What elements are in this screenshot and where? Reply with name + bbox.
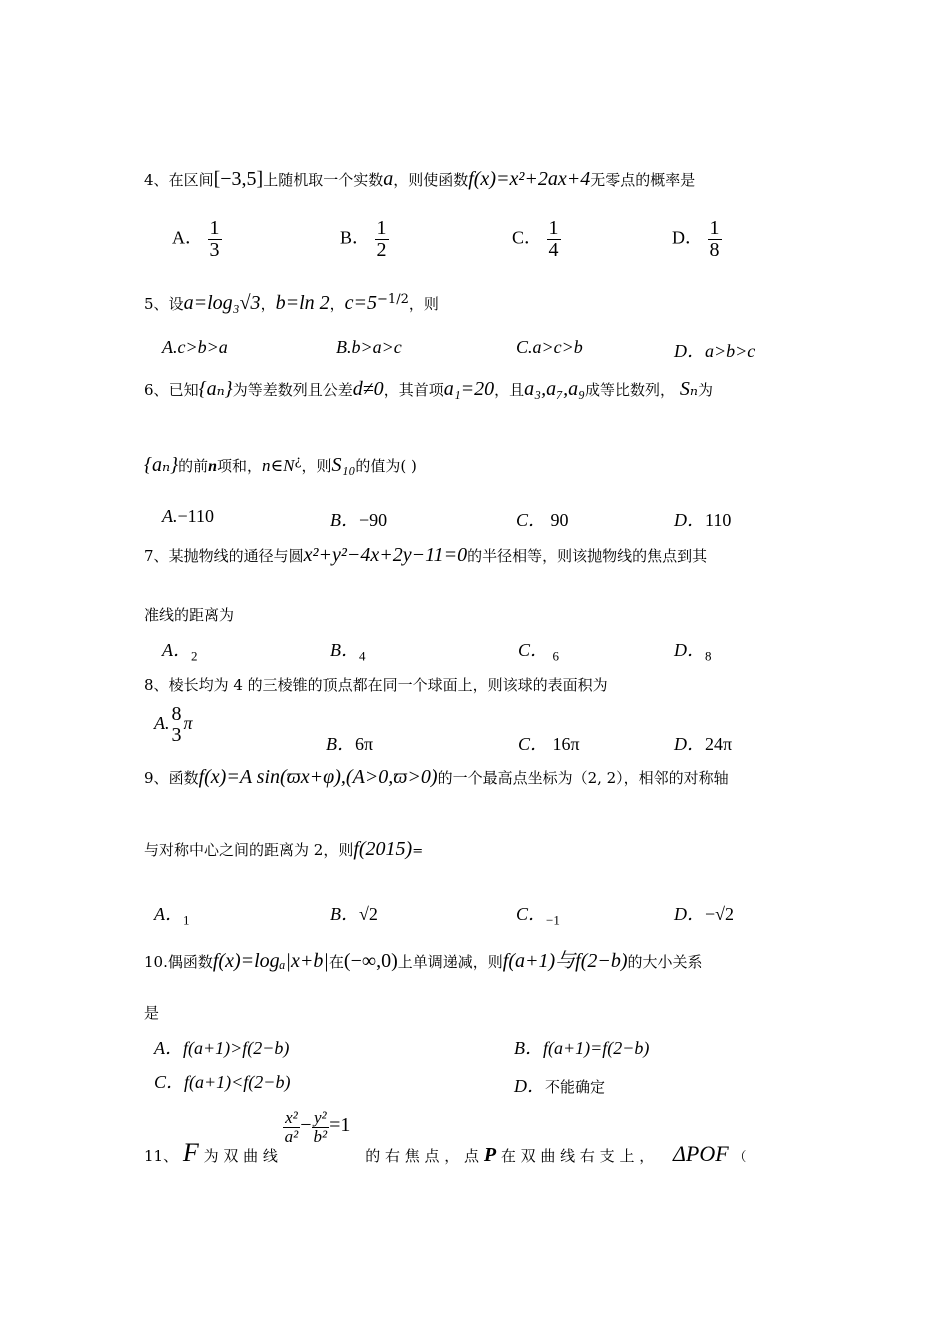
q5-option-c[interactable]: C.a>c>b — [516, 337, 583, 357]
q11-frac-x: $\frac{\text{x²}}{\text{a²}}$ — [284, 1107, 299, 1146]
q10-stem-line1: 10.偶函数f(x)=logₐ|x+b|在(−∞,0)上单调递减，则f(a+1)与f(2−b)的大小关系 — [144, 950, 703, 972]
q7-option-d[interactable]: D．$_8$ — [674, 640, 712, 664]
q4-option-a[interactable]: A． $\frac{1}{3}$ — [172, 217, 220, 261]
q5-option-d[interactable]: D．a>b>c — [674, 341, 756, 361]
q10-option-a[interactable]: A．f(a+1)>f(2−b) — [154, 1038, 290, 1058]
q4-fraction: $\frac{1}{4}$ — [548, 217, 559, 261]
q7-option-c[interactable]: C． $_6$ — [518, 640, 560, 664]
q9-option-b[interactable]: B．√2 — [330, 904, 378, 924]
q10-option-c[interactable]: C．f(a+1)<f(2−b) — [154, 1072, 291, 1092]
q9-stem-line1: 9、函数f(x)=A sin(ϖx+φ),(A>0,ϖ>0)的一个最高点坐标为（2, 2），相邻的对称轴 — [144, 766, 729, 788]
q8-option-c[interactable]: C． 16π — [518, 734, 580, 754]
q4-stem: 4、在区间[−3,5]上随机取一个实数a，则使函数f(x)=x²+2ax+4无零点的概率是 — [144, 168, 696, 190]
q8-fraction: 8 3 — [171, 703, 182, 746]
q6-stem-line2: {aₙ}的前n项和，n∈N¿，则S₁₀的值为( ) — [144, 454, 417, 476]
q10-option-b[interactable]: B．f(a+1)=f(2−b) — [514, 1038, 650, 1058]
q7-option-b[interactable]: B．$_4$ — [330, 640, 366, 664]
q7-stem-line1: 7、某抛物线的通径与圆x²+y²−4x+2y−11=0的半径相等，则该抛物线的焦点到其 — [144, 544, 708, 566]
q8-option-d[interactable]: D．24π — [674, 734, 733, 754]
q4-fraction: $\frac{1}{8}$ — [709, 217, 720, 261]
q6-option-d[interactable]: D．110 — [674, 510, 732, 530]
q9-option-c[interactable]: C．$_{-1}$ — [516, 904, 560, 928]
q8-stem: 8、棱长均为 4 的三棱锥的顶点都在同一个球面上，则该球的表面积为 — [144, 676, 608, 694]
q5-option-a[interactable]: A.c>b>a — [162, 337, 228, 357]
q4-option-d[interactable]: D． $\frac{1}{8}$ — [672, 217, 720, 261]
q6-stem-line1: 6、已知{aₙ}为等差数列且公差d≠0，其首项a₁=20，且a₃,a₇,a₉成等比数列， Sₙ为 — [144, 378, 713, 400]
q9-option-a[interactable]: A．$_1$ — [154, 904, 190, 928]
q4-option-c[interactable]: C． $\frac{1}{4}$ — [512, 217, 559, 261]
q11-frac-y: $\frac{\text{y²}}{\text{b²}}$ — [313, 1107, 328, 1146]
q10-option-d[interactable]: D．不能确定 — [514, 1076, 606, 1096]
q10-stem-line2: 是 — [144, 1004, 160, 1022]
q6-option-c[interactable]: C． 90 — [516, 510, 569, 530]
q8-option-b[interactable]: B．6π — [326, 734, 374, 754]
q7-stem-line2: 准线的距离为 — [144, 606, 235, 624]
q9-stem-line2: 与对称中心之间的距离为 2，则f(2015)= — [144, 838, 424, 860]
q4-option-b[interactable]: B． $\frac{1}{2}$ — [340, 217, 387, 261]
q4-fraction: $\frac{1}{2}$ — [376, 217, 387, 261]
q8-option-a[interactable]: A. 8 3 π — [154, 703, 193, 746]
q4-var: a — [383, 168, 394, 190]
q5-stem: 5、设a=log₃√3，b=ln 2，$c=5^{-1/2}$，则 — [144, 292, 439, 314]
q6-option-a[interactable]: A.−110 — [162, 506, 214, 526]
q4-func: f(x)=x²+2ax+4 — [468, 168, 591, 190]
q5-option-b[interactable]: B.b>a>c — [336, 337, 402, 357]
q11-stem: 11、 F 为 双 曲 线 $\frac{\text{x²}}{\text{a²}}$ − $\frac{\text{y²}}{\text{b²}}$ =1 的 右 焦 点 ， 点 P 在 双 曲 线 右 支 上 ， ΔPOF （ — [144, 1107, 747, 1167]
q4-fraction: $\frac{1}{3}$ — [209, 217, 220, 261]
q7-option-a[interactable]: A．$_2$ — [162, 640, 198, 664]
q4-interval: [−3,5] — [213, 168, 264, 190]
q6-option-b[interactable]: B．−90 — [330, 510, 388, 530]
q9-option-d[interactable]: D．−√2 — [674, 904, 735, 924]
